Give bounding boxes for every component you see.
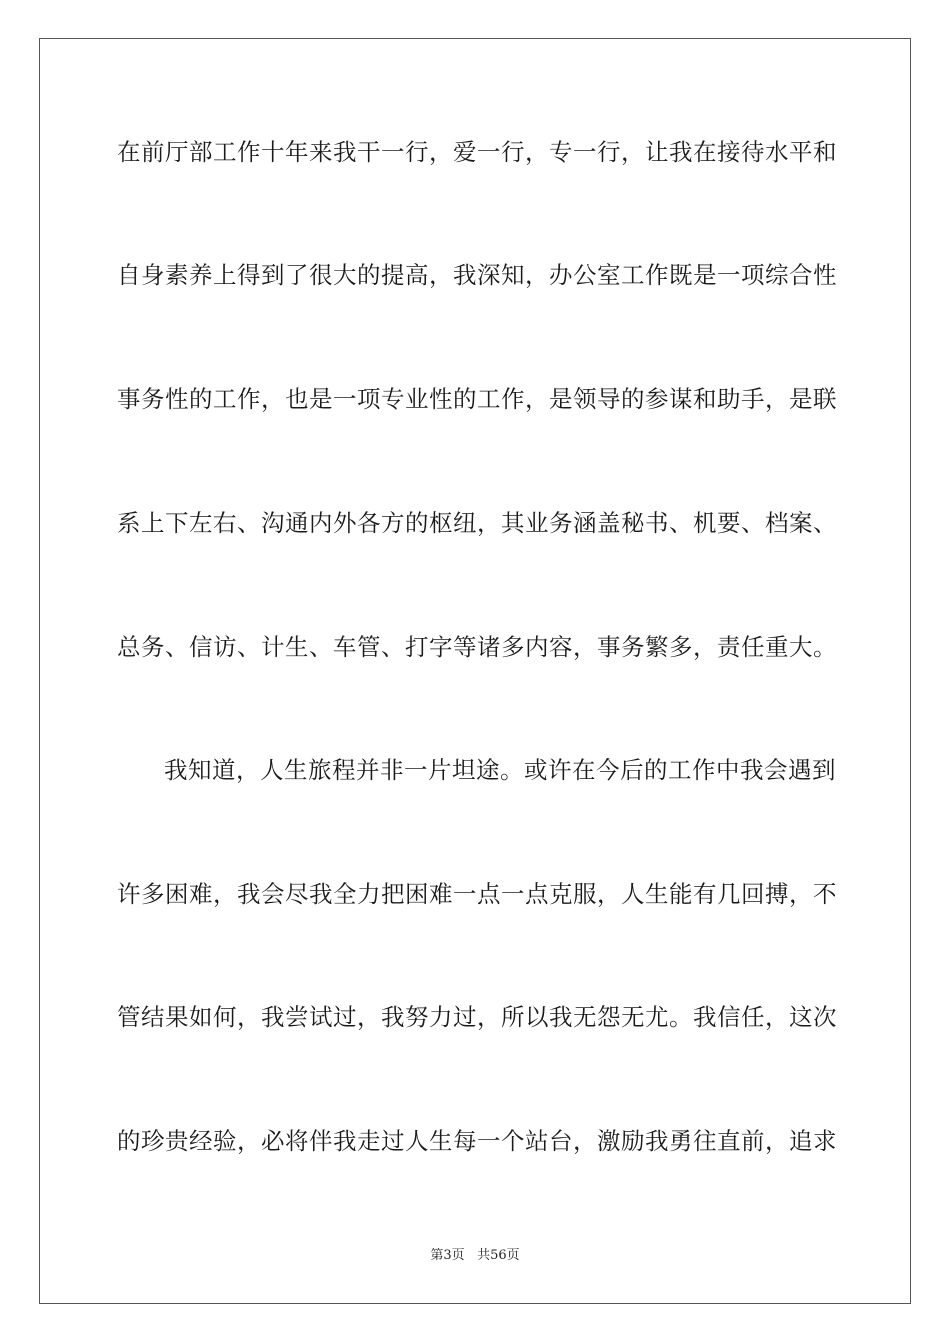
paragraph-line-7: 许多困难，我会尽我全力把困难一点一点克服，人生能有几回搏，不 [117,880,837,908]
paragraph-line-2: 自身素养上得到了很大的提高，我深知，办公室工作既是一项综合性 [117,261,837,289]
page-border [39,38,911,1304]
page-footer [0,1247,950,1265]
paragraph-line-3: 事务性的工作，也是一项专业性的工作，是领导的参谋和助手，是联 [117,385,837,413]
paragraph-line-8: 管结果如何，我尝试过，我努力过，所以我无怨无尤。我信任，这次 [117,1003,837,1031]
page-total: 共56页 [477,1248,520,1263]
paragraph-line-9: 的珍贵经验，必将伴我走过人生每一个站台，激励我勇往直前，追求 [117,1127,837,1155]
page-number: 第3页 [430,1248,465,1263]
paragraph-line-1: 在前厅部工作十年来我干一行，爱一行，专一行，让我在接待水平和 [117,138,837,166]
paragraph-line-5: 总务、信访、计生、车管、打字等诸多内容，事务繁多，责任重大。 [117,633,837,661]
paragraph-line-6: 我知道，人生旅程并非一片坦途。或许在今后的工作中我会遇到 [164,756,836,784]
paragraph-line-4: 系上下左右、沟通内外各方的枢纽，其业务涵盖秘书、机要、档案、 [117,509,837,537]
